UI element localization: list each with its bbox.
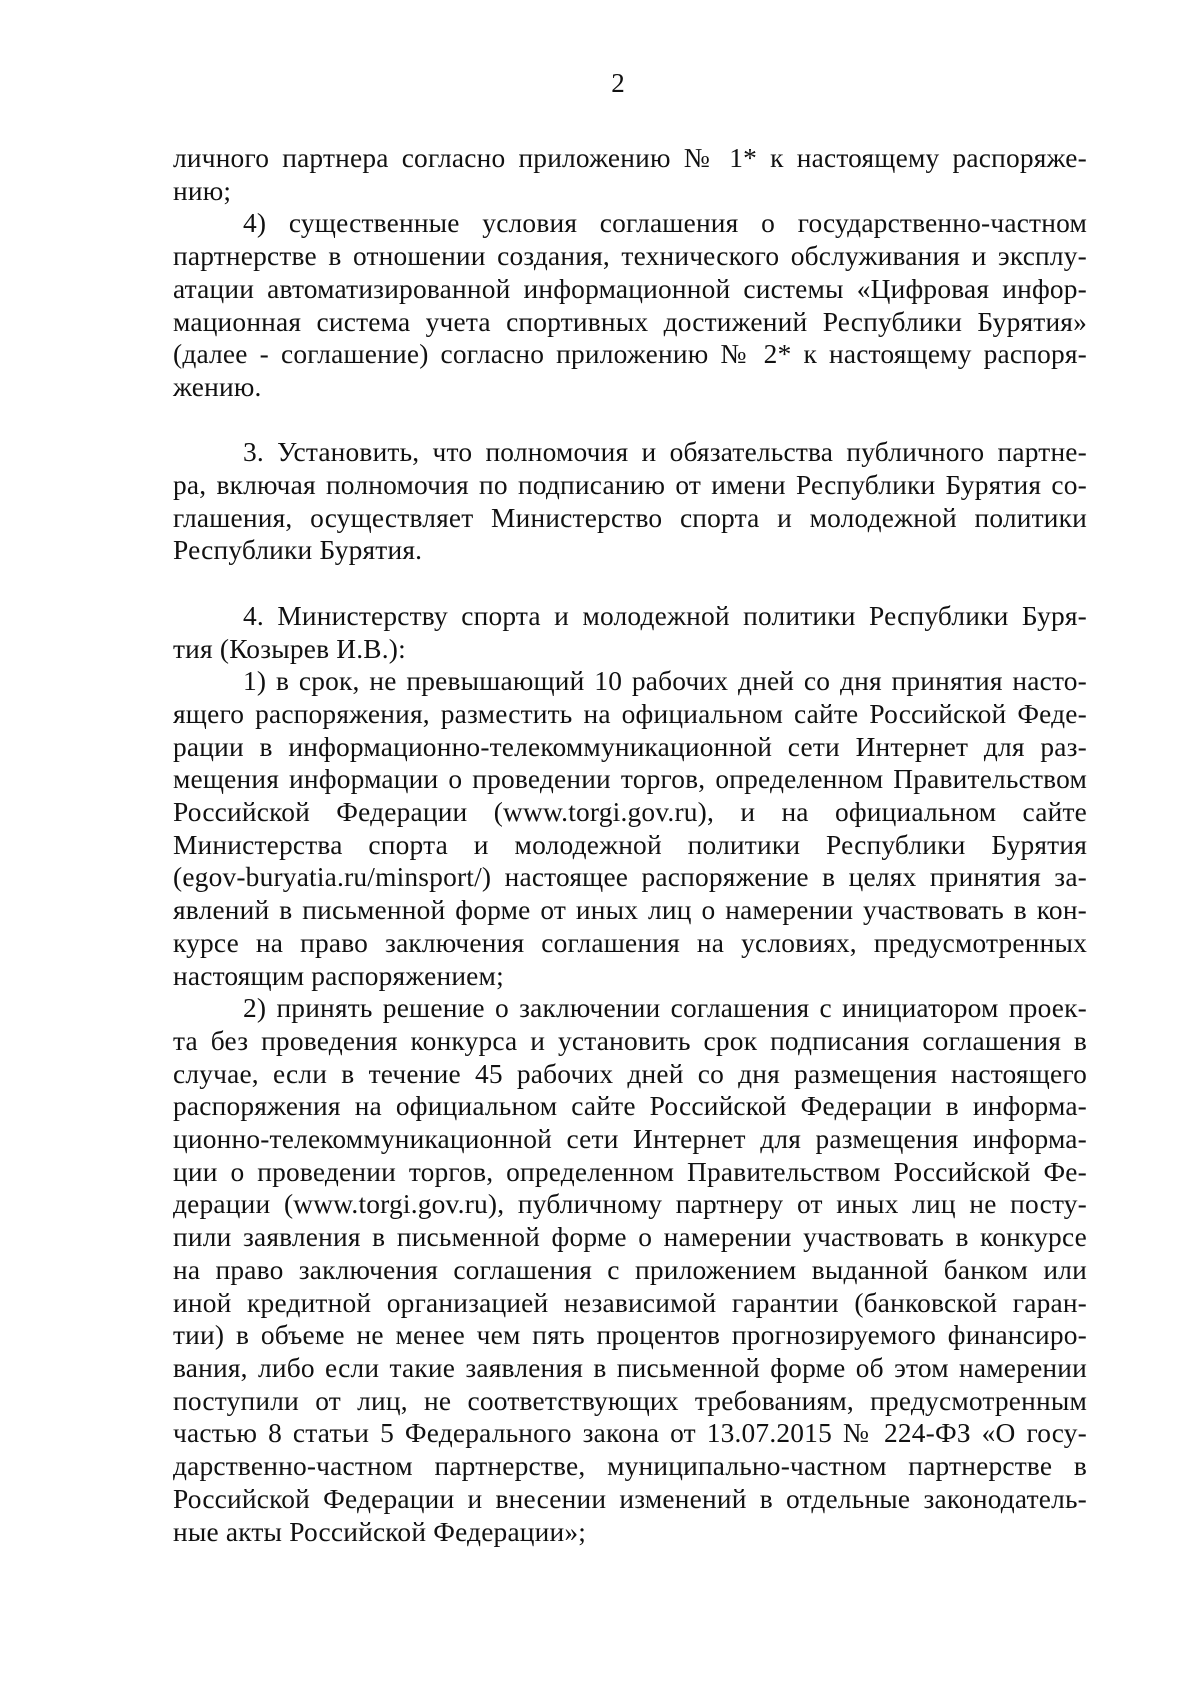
text-line: (далее - соглашение) согласно приложению № 2* к настоящему распоря- xyxy=(173,339,1087,370)
text-line: Министерства спорта и молодежной политики Республики Бурятия xyxy=(173,829,1087,860)
text-line: глашения, осуществляет Министерство спорта и молодежной политики xyxy=(173,502,1087,533)
text-line: тии) в объеме не менее чем пять процентов прогнозируемого финансиро- xyxy=(173,1320,1087,1351)
text-line: мещения информации о проведении торгов, определенном Правительством xyxy=(173,764,1087,795)
paragraph-spacer xyxy=(173,567,1087,600)
text-line: атации автоматизированной информационной системы «Цифровая инфор- xyxy=(173,273,1087,304)
text-line: нию; xyxy=(173,175,232,206)
text-line: 3. Установить, что полномочия и обязательства публичного партне- xyxy=(243,437,1087,468)
text-line: курсе на право заключения соглашения на условиях, предусмотренных xyxy=(173,927,1087,958)
text-line: настоящим распоряжением; xyxy=(173,960,504,991)
text-line: ции о проведении торгов, определенном Правительством Российской Фе- xyxy=(173,1156,1087,1187)
text-line: ящего распоряжения, разместить на официальном сайте Российской Феде- xyxy=(173,698,1087,729)
text-line: дарственно-частном партнерстве, муниципально-частном партнерстве в xyxy=(173,1451,1087,1482)
text-line: Республики Бурятия. xyxy=(173,535,423,566)
text-line: иной кредитной организацией независимой гарантии (банковской гаран- xyxy=(173,1287,1087,1318)
text-line: частью 8 статьи 5 Федерального закона от 13.07.2015 № 224-ФЗ «О госу- xyxy=(173,1418,1087,1449)
text-line: та без проведения конкурса и установить срок подписания соглашения в xyxy=(173,1025,1087,1056)
paragraph xyxy=(173,436,1087,567)
document-body xyxy=(173,142,1087,1548)
text-line: Российской Федерации (www.torgi.gov.ru), и на официальном сайте xyxy=(173,797,1087,828)
text-line: явлений в письменной форме от иных лиц о намерении участвовать в кон- xyxy=(173,895,1087,926)
text-line: (egov-buryatia.ru/minsport/) настоящее распоряжение в целях принятия за- xyxy=(173,862,1087,893)
paragraph xyxy=(173,992,1087,1548)
text-line: мационная система учета спортивных достижений Республики Бурятия» xyxy=(173,306,1087,337)
page-number: 2 xyxy=(611,68,625,98)
paragraph xyxy=(173,207,1087,403)
text-line: ные акты Российской Федерации»; xyxy=(173,1516,587,1547)
text-line: пили заявления в письменной форме о намерении участвовать в конкурсе xyxy=(173,1222,1087,1253)
text-line: ционно-телекоммуникационной сети Интернет для размещения информа- xyxy=(173,1124,1087,1155)
text-line: тия (Козырев И.В.): xyxy=(173,633,406,664)
text-line: Российской Федерации и внесении изменений в отдельные законодатель- xyxy=(173,1483,1087,1514)
text-line: поступили от лиц, не соответствующих требованиям, предусмотренным xyxy=(173,1385,1087,1416)
text-line: 1) в срок, не превышающий 10 рабочих дней со дня принятия насто- xyxy=(243,666,1087,697)
text-line: партнерстве в отношении создания, технического обслуживания и эксплу- xyxy=(173,241,1087,272)
text-line: вания, либо если такие заявления в письменной форме об этом намерении xyxy=(173,1352,1087,1383)
text-line: на право заключения соглашения с приложением выданной банком или xyxy=(173,1254,1087,1285)
text-line: личного партнера согласно приложению № 1* к настоящему распоряже- xyxy=(173,143,1087,173)
text-line: 4. Министерству спорта и молодежной политики Республики Буря- xyxy=(243,600,1087,631)
text-line: 4) существенные условия соглашения о государственно-частном xyxy=(243,208,1087,239)
text-line: дерации (www.torgi.gov.ru), публичному партнеру от иных лиц не посту- xyxy=(173,1189,1087,1220)
text-line: распоряжения на официальном сайте Российской Федерации в информа- xyxy=(173,1091,1087,1122)
paragraph xyxy=(173,665,1087,992)
paragraph xyxy=(173,600,1087,665)
text-line: 2) принять решение о заключении соглашения с инициатором проек- xyxy=(243,993,1087,1024)
text-line: случае, если в течение 45 рабочих дней со дня размещения настоящего xyxy=(173,1058,1087,1089)
paragraph-spacer xyxy=(173,404,1087,437)
text-line: рации в информационно-телекоммуникационной сети Интернет для раз- xyxy=(173,731,1087,762)
text-line: жению. xyxy=(173,371,262,402)
paragraph xyxy=(173,142,1087,207)
text-line: ра, включая полномочия по подписанию от имени Республики Бурятия со- xyxy=(173,470,1087,501)
